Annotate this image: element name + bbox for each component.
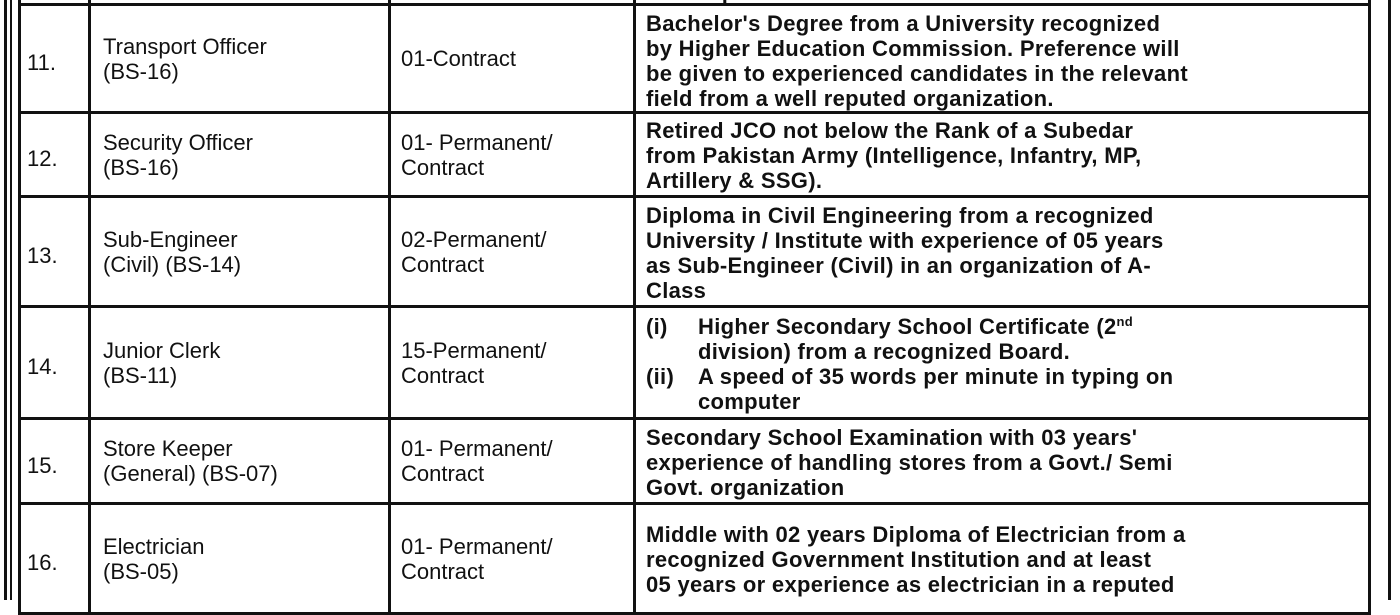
serial-number: 16. (20, 504, 90, 614)
qualification-line: Bachelor's Degree from a University recognized (646, 10, 1161, 36)
qualification-cell (635, 504, 1370, 614)
positions-cell (390, 5, 635, 113)
qualification-line: by Higher Education Commission. Preference will (646, 35, 1180, 61)
page-border-right (1388, 0, 1391, 600)
serial-number: 11. (20, 5, 90, 113)
qualification-cell (635, 197, 1370, 307)
serial-number: 14. (20, 307, 90, 419)
qualification-line: Retired JCO not below the Rank of a Subedar (646, 118, 1134, 143)
table-row (20, 307, 1370, 419)
qualification-cell (635, 113, 1370, 197)
positions-count: 15-Permanent/ (401, 337, 547, 363)
previous-row-qualification-tail (646, 0, 1364, 3)
positions-cell (390, 419, 635, 504)
post-cell (90, 5, 390, 113)
post-scale: (BS-16) (103, 154, 179, 180)
post-name: Store Keeper (103, 436, 233, 461)
serial-number: 13. (20, 197, 90, 307)
table-row (20, 419, 1370, 504)
positions-count: 01- Permanent/ (401, 436, 553, 461)
qualification-line: experience of handling stores from a Govt./ Semi (646, 449, 1173, 475)
positions-count: 02-Permanent/ (401, 226, 547, 252)
qualification-line: division) from a recognized Board. (698, 338, 1071, 364)
post-scale: (BS-11) (103, 362, 178, 388)
post-scale: (Civil) (BS-14) (103, 251, 242, 277)
qualification-line: University / Institute with experience of 05 years (646, 227, 1164, 253)
positions-cell (390, 197, 635, 307)
post-scale: (General) (BS-07) (103, 461, 278, 486)
positions-count: 01- Permanent/ (401, 129, 553, 155)
qualification-line: field from a well reputed organization. (646, 85, 1054, 111)
post-cell (90, 197, 390, 307)
qualification-line: Artillery & SSG). (646, 168, 823, 193)
qualification-cell (635, 307, 1370, 419)
post-name: Sub-Engineer (103, 226, 238, 252)
positions-type: Contract (401, 251, 485, 277)
post-scale: (BS-16) (103, 58, 179, 84)
post-cell (90, 307, 390, 419)
post-cell (90, 419, 390, 504)
qualification-line: 05 years or experience as electrician in a reputed (646, 572, 1175, 597)
positions-type: Contract (401, 558, 485, 584)
qualification-line: A speed of 35 words per minute in typing on (698, 363, 1174, 389)
positions-cell (390, 504, 635, 614)
table-row (20, 5, 1370, 113)
serial-number: 12. (20, 113, 90, 197)
positions-cell (390, 307, 635, 419)
qualification-line: Class (646, 277, 707, 303)
qualification-line: Diploma in Civil Engineering from a recognized (646, 202, 1154, 228)
positions-type: Contract (401, 362, 485, 388)
qualification-item (646, 314, 1364, 364)
qualification-line: Middle with 02 years Diploma of Electrician from a (646, 522, 1186, 547)
post-scale: (BS-05) (103, 558, 179, 584)
superscript: nd (1116, 313, 1133, 329)
qualification-line: be given to experienced candidates in the relevant (646, 60, 1188, 86)
post-cell (90, 113, 390, 197)
post-name: Security Officer (103, 129, 253, 155)
vacancy-table (18, 0, 1371, 615)
table-row (20, 504, 1370, 614)
qualification-cell (635, 419, 1370, 504)
table-row (20, 197, 1370, 307)
serial-number: 15. (20, 419, 90, 504)
post-cell (90, 504, 390, 614)
positions-type: Contract (401, 461, 485, 486)
positions-count: 01- Permanent/ (401, 533, 553, 559)
qualification-item (646, 364, 1364, 414)
qualification-line: computer (698, 388, 801, 414)
qualification-line: as Sub-Engineer (Civil) in an organization of A- (646, 252, 1151, 278)
qualification-cell (635, 5, 1370, 113)
qualification-line: recognized Government Institution and at least (646, 547, 1152, 572)
table-row (20, 113, 1370, 197)
item-marker: (i) (646, 313, 668, 339)
item-marker: (ii) (646, 363, 675, 389)
qualification-line: Secondary School Examination with 03 years' (646, 424, 1138, 450)
positions-count: 01-Contract (401, 46, 516, 71)
qualification-line: from Pakistan Army (Intelligence, Infantry, MP, (646, 143, 1142, 168)
page-border-left-outer (4, 0, 7, 600)
qualification-line: Higher Secondary School Certificate (2nd (698, 313, 1133, 339)
post-name: Junior Clerk (103, 337, 221, 363)
positions-cell (390, 113, 635, 197)
positions-type: Contract (401, 154, 485, 180)
qualification-line: Govt. organization (646, 474, 845, 500)
post-name: Electrician (103, 533, 205, 559)
post-name: Transport Officer (103, 33, 267, 59)
page-border-left-inner (10, 0, 12, 600)
